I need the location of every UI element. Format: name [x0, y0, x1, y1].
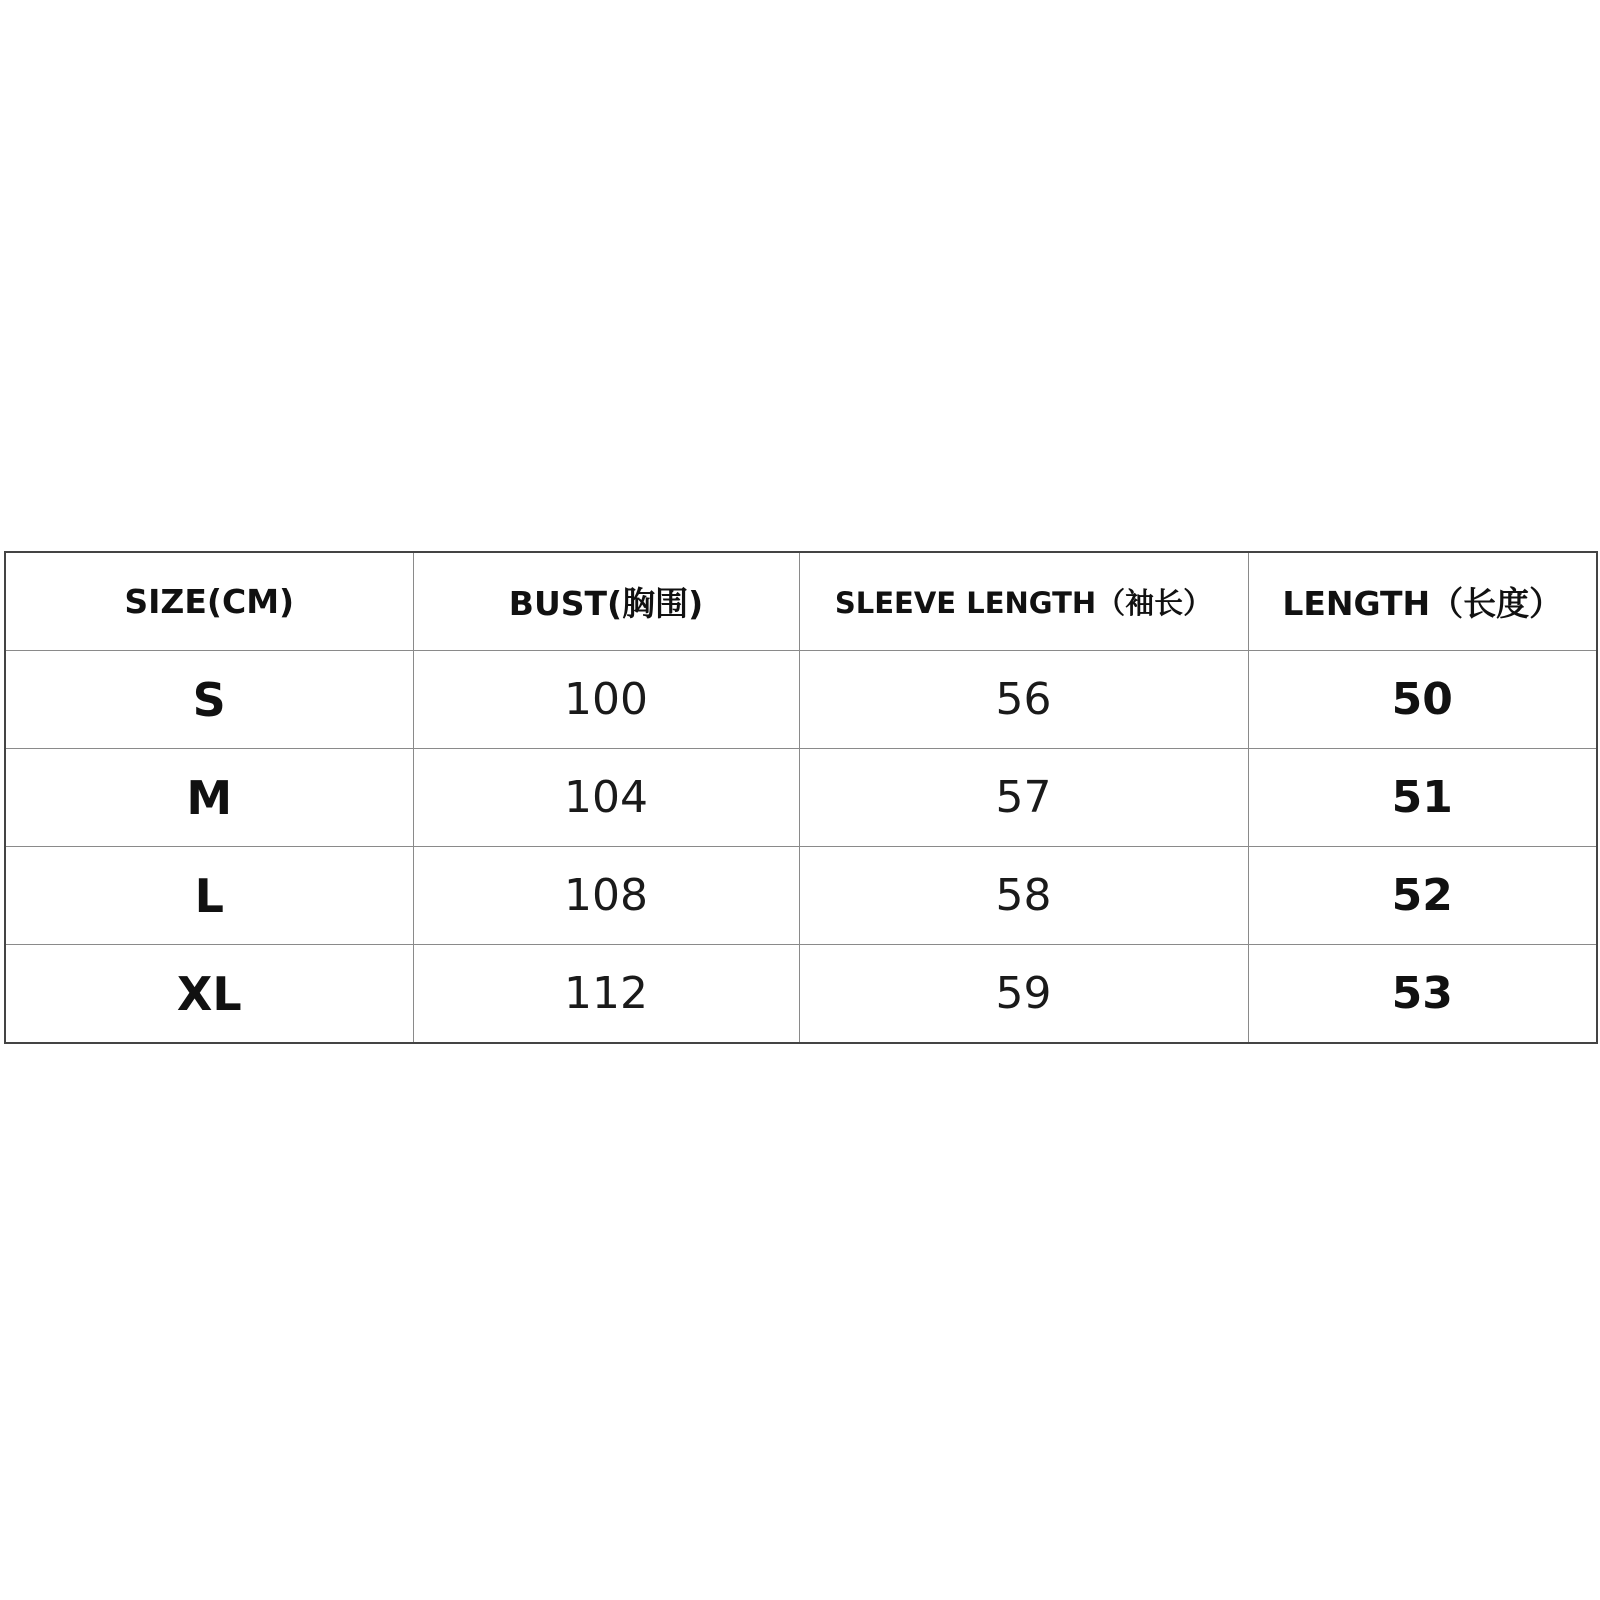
cell-size: XL	[5, 945, 413, 1044]
cell-length: 52	[1248, 847, 1597, 945]
cell-bust: 108	[413, 847, 799, 945]
cell-sleeve-length: 58	[799, 847, 1248, 945]
header-sleeve-length: SLEEVE LENGTH（袖长）	[799, 552, 1248, 651]
table-row	[5, 651, 1597, 749]
header-length: LENGTH（长度）	[1248, 552, 1597, 651]
cell-bust: 112	[413, 945, 799, 1044]
cell-length: 53	[1248, 945, 1597, 1044]
table-row	[5, 945, 1597, 1044]
cell-size: M	[5, 749, 413, 847]
header-bust: BUST(胸围)	[413, 552, 799, 651]
cell-length: 50	[1248, 651, 1597, 749]
cell-bust: 104	[413, 749, 799, 847]
size-chart-table	[4, 551, 1598, 1044]
table-row	[5, 749, 1597, 847]
header-size: SIZE(CM)	[5, 552, 413, 651]
table-header-row	[5, 552, 1597, 651]
cell-sleeve-length: 57	[799, 749, 1248, 847]
cell-sleeve-length: 56	[799, 651, 1248, 749]
cell-size: L	[5, 847, 413, 945]
cell-length: 51	[1248, 749, 1597, 847]
table-row	[5, 847, 1597, 945]
cell-sleeve-length: 59	[799, 945, 1248, 1044]
cell-size: S	[5, 651, 413, 749]
cell-bust: 100	[413, 651, 799, 749]
